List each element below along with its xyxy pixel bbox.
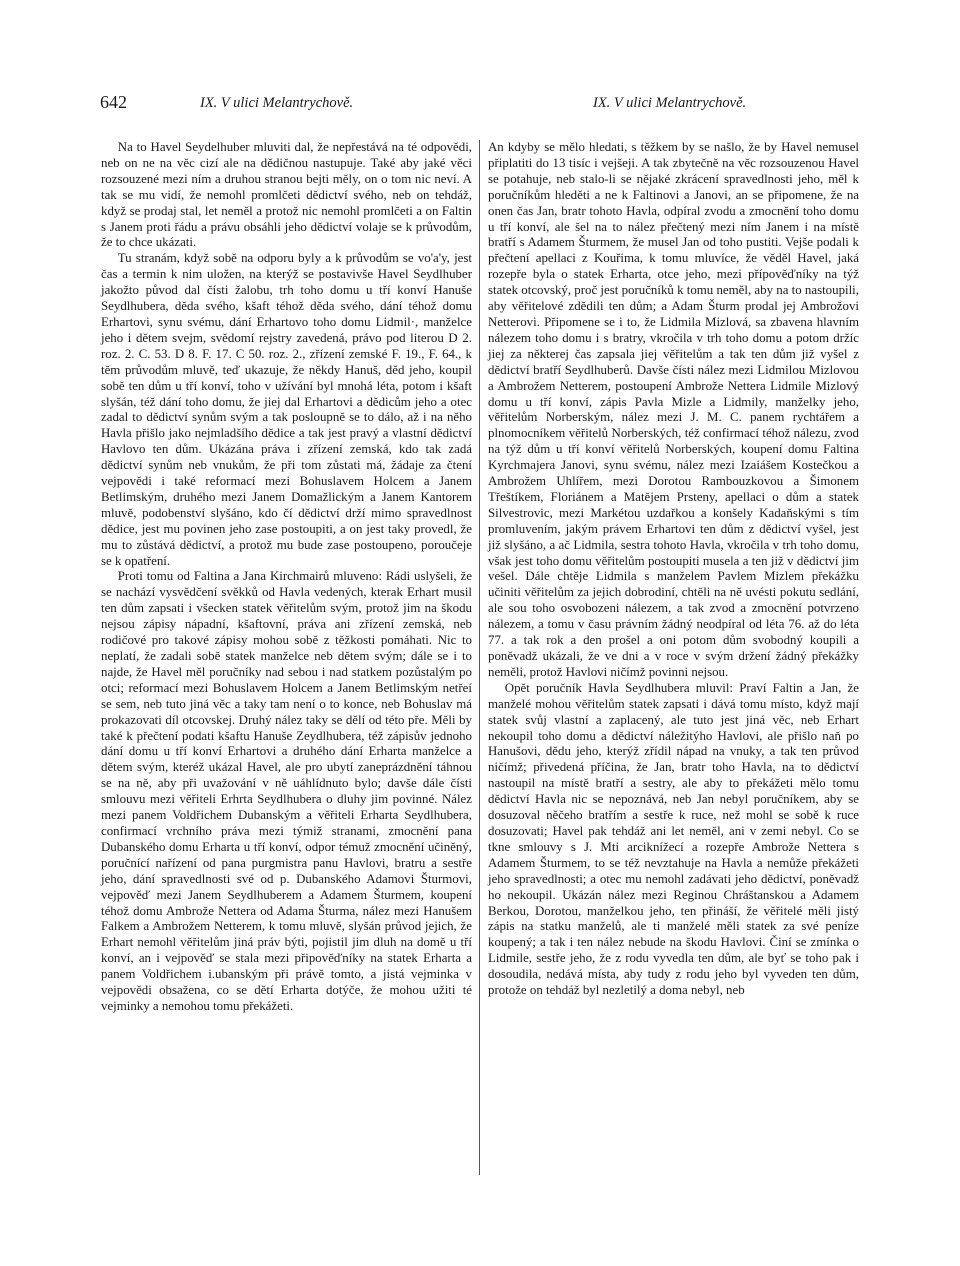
right-column xyxy=(488,140,859,999)
paragraph: Tu stranám, když sobě na odporu byly a k průvodům se vo'a'y, jest čas a termin k nim uložen, na kterýž se postavivše Havel Seydlhuber jakožto původ dal čísti žalobu, trh toho domu u tří konví Hanuše Seydlhubera, děda svého, kšaft téhož děda svého, dání téhož domu Erhartovi, synu svému, dání Erhartovo toho domu Lidmil·, manželce jeho i dětem svejm, svědomí rejstry zavedená, právo pod literou D 2. roz. 2. C. 53. D 8. F. 17. C 50. roz. 2., zřízení zemské F. 19., F. 64., k těm průvodům mluvě, teď ukazuje, že někdy Hanuš, děd jeho, koupil sobě ten dům u tří konví, toho v užívání byl mnohá léta, potom i kšaft slyšán, též dání toho domu, že jiej dal Erhartovi a dědicům jeho a otec zadal to dědictví synům svým a tak posloupně se to dálo, až i na něho Havla přišlo jako nejmladšího dědice a tak jest pravý a vlastní dědictví Havlovo ten dům. Ukázána práva i zřízení zemská, kdo tak zadá dědictví synům neb vnukům, že při tom zůstati má, žádaje za čtení vejpovědi i také reformací mezi Bohuslavem Holcem a Janem Betlimským, druhého mezi Janem Domažlickým a Janem Kantorem mluvě, podobenství slyšáno, kdo čí dědictví drží mimo spravedlnost dědice, jest mu povinen jeho zase postoupiti, a on jest taky provedl, že mu to zůstává dědictví, a protož mu bude zase postoupeno, poroučeje se k opatření. xyxy=(101,251,472,568)
page-header xyxy=(0,92,960,120)
paragraph: Opět poručník Havla Seydlhubera mluvil: Praví Faltin a Jan, že manželé mohou věřitelům statek zapsati i dává tomu místo, když mají statek svůj vlastní a zaplacený, ale tuto jest jiná věc, neb Erhart nekoupil toho domu a dědictví náležitýho Havlovi, ale přišlo naň po Hanušovi, dědu jeho, kterýž zřídil nápad na vnuky, a tak ten průvod ničímž; přivedená příčina, že Jan, bratr toho Havla, na to dědictví nastoupil na místě bratří a sestry, ale aby to překážeti mělo tomu dědictví Havla nic se nepoznává, neb Jan nebyl poručníkem, aby se dosuzoval něčeho bratřím a sestře k ruce, než mohl se sobě k ruce dosuzovati; Havel pak tehdáž ani let neměl, ani v zemi nebyl. Co se tkne smlouvy s J. Mti arciknížecí a rozepře Ambrože Nettera s Adamem Šturmem, to se též nevztahuje na Havla a nemůže překážeti jeho spravedlnosti; a otec mu nemohl zadávati jeho dědictví, poněvadž ho nekoupil. Ukázán nález mezi Reginou Chráštanskou a Adamem Berkou, Dorotou, manželkou jeho, ten přináší, že věřitelé měli jistý zápis na statku manželů, ale ti manželé měli statek za své peníze koupený; a tak i ten nález nebude na škodu Havlovi. Činí se zmínka o Lidmile, sestře jeho, že z rodu vyvedla ten dům, ale byť se toho pak i dosoudila, nedává místa, aby tudy z rodu jeho byl vyveden ten dům, protože on tehdáž byl nezletilý a doma nebyl, neb xyxy=(488,680,859,998)
running-title-left: IX. V ulici Melantrychově. xyxy=(200,95,354,111)
running-title-right: IX. V ulici Melantrychově. xyxy=(593,95,747,111)
paragraph: An kdyby se mělo hledati, s těžkem by se našlo, že by Havel nemusel připlatiti do 13 tisíc i vejšeji. A tak zbytečně na věc rozsouzenou Havel se potahuje, neb stalo-li se nějaké zkrácení spravedlnosti jeho, měl k poručníkům hleděti a ne k Faltinovi a Janovi, an se připomene, že na onen čas Jan, bratr tohoto Havla, odpíral zvodu a zmocnění toho domu u tří konví, ale šel na to nález přečtený mezi ním Janem i na místě bratří s Adamem Šturmem, že musel Jan od toho pustiti. Vejše podali k přečtení apellaci z Kouřima, k tomu mluvíce, že věděl Havel, jaká rozepře byla o statek Erharta, otce jeho, mezi přípověďníky na týž statek otcovský, proč jest poručníků k tomu neměl, aby na to nastoupili, aby věřitelové zdědili ten dům; a Adam Šturm prodal jej Ambrožovi Netterovi. Připomene se i to, že Lidmila Mizlová, sa zbavena hlavním nálezem toho domu i s bratry, vkročila v trh toho domu a potom držíc jiej za některej čas zapsala jiej věřitelům a tak ten dům již vyšel z dědictví bratří Seydlhuberů. Davše čísti nález mezi Lidmilou Mizlovou a Ambrožem Netterem, postoupení Ambrože Nettera Lidmile Mizlový domu u tří konví, zápis Pavla Mizle a Lidmily, manželky jeho, věřitelům Norberským, nález mezi J. M. C. panem rychtářem a plnomocníkem věřitelů Norberských, též confirmací téhož nálezu, zvod na týž dům u tří konví věřitelů Norberských, koupení domu Faltina Kyrchmajera Janovi, synu svému, nález mezi Izaiášem Kostečkou a Ambrožem Uhlířem, mezi Dorotou Rambouzkovou a Šimonem Třeštíkem, Floriánem a Matějem Prsteny, apellaci o dům a statek Silvestrovic, mezi Markétou uzdařkou a konšely Kadaňskými s tím promluvením, jakým právem Erhartovi ten dům z dědictví vyšel, jest již slyšáno, a ač Lidmila, sestra tohoto Havla, vkročila v trh toho domu, však jest toho domu věřitelům postoupiti musela a ten již v dědictví jim vešel. Dále chtěje Lidmila s manželem Pavlem Mizlem překážku učiniti věřitelům za jejich dobrodiní, chtěli na ně uvésti pokutu sedlání, ale sou toho osvobozeni nálezem, a tak zvod a zmocnění potvrzeno nálezem, a tomu v času právním žádný neodpíral od léta 76. až do léta 77. a tak rok a den prošel a oni potom dům svobodný koupili a poněvadž ukázali, že ve dni a v roce v svým držení žádný překážky neměli, protož Havlovi ničímž povinni nejsou. xyxy=(488,140,859,679)
paragraph: Na to Havel Seydelhuber mluviti dal, že nepřestává na té odpovědi, neb on ne na věc cizí ale na dědičnou nastupuje. Také aby jaké věci rozsouzené mezi ním a druhou stranou bejti měly, on o tom nic neví. A tak se mu vidí, že nemohl promlčeti dědictví svého, neb on tehdáž, když se prodaj stal, let neměl a protož nic nemohl promlčeti a on Faltin s Janem proti řádu a právu obsáhli jeho dědictví volaje se k průvodům, že to chce ukázati. xyxy=(101,140,472,250)
column-divider xyxy=(479,140,480,1175)
paragraph: Proti tomu od Faltina a Jana Kirchmairů mluveno: Rádi uslyšeli, že se nachází vysvědčení svěkků od Havla vedených, kterak Erhart musil ten dům zapsati i všecken statek věřitelům svým, protož jim na škodu nejsou zápisy nápadní, kšaftovní, práva ani zřízení zemská, neb rodičové pro takové zápisy mohou sobě z těžkosti pomáhati. Nic to neplatí, že zadali sobě statek manželce neb dětem svým; dále se i to najde, že Havel měl poručníky nad sebou i nad statkem pozůstalým po otci; reformací mezi Bohuslavem Holcem a Janem Betlimským netřeí se sem, neb tuto jiná věc a taky tam není o to konce, neb Bohuslav má prokazovati díl otcovskej. Druhý nález taky se dělí od této pře. Měli by také k přečtení podati kšaftu Hanuše Zeydlhubera, též zápisův jednoho dání domu u tří konví Erhartovi a druhého dání Erharta manželce a dětem svým, kteréž ukázal Havel, ale pro ubytí zaneprázdnění táhnou se na ně, aby při uvažování v ně uáhlídnuto bylo; davše dále čísti smlouvu mezi věřiteli Erhrta Seydlhubera o dluhy jim povinné. Nález mezi panem Voldřichem Dubanským a věřiteli Erharta Seydlhubera, confirmací vrchního práva mezi týmiž stranami, zmocnění pana Dubanského domu Erharta u tří konví, odpor témuž zmocnění učiněný, poručnící nařízení od pana purgmistra panu Havlovi, bratru a sestře jeho, dání spravedlnosti své od p. Dubanského Adamovi Šturmovi, vejpověď mezi Janem Seydlhuberem a Adamem Šturmem, koupení téhož domu Ambrože Nettera od Adama Šturma, nález mezi Hanušem Falkem a Ambrožem Netterem, k tomu mluvě, slyšán průvod jejich, že Erhart nemohl věřitelům jiná práv býti, pojistil jim dluh na domě u tří konví, an i vejpověď se stala mezi připověďníky na statek Erharta a panem Voldřichem i.ubanským při právě tomto, a jistá vejminka v vejpovědi obsažena, co se dětí Erharta dotýče, že mohou užiti té vejminky a nemohou tomu překážeti. xyxy=(101,569,472,1013)
left-column xyxy=(101,140,472,1015)
page-number: 642 xyxy=(100,92,127,112)
